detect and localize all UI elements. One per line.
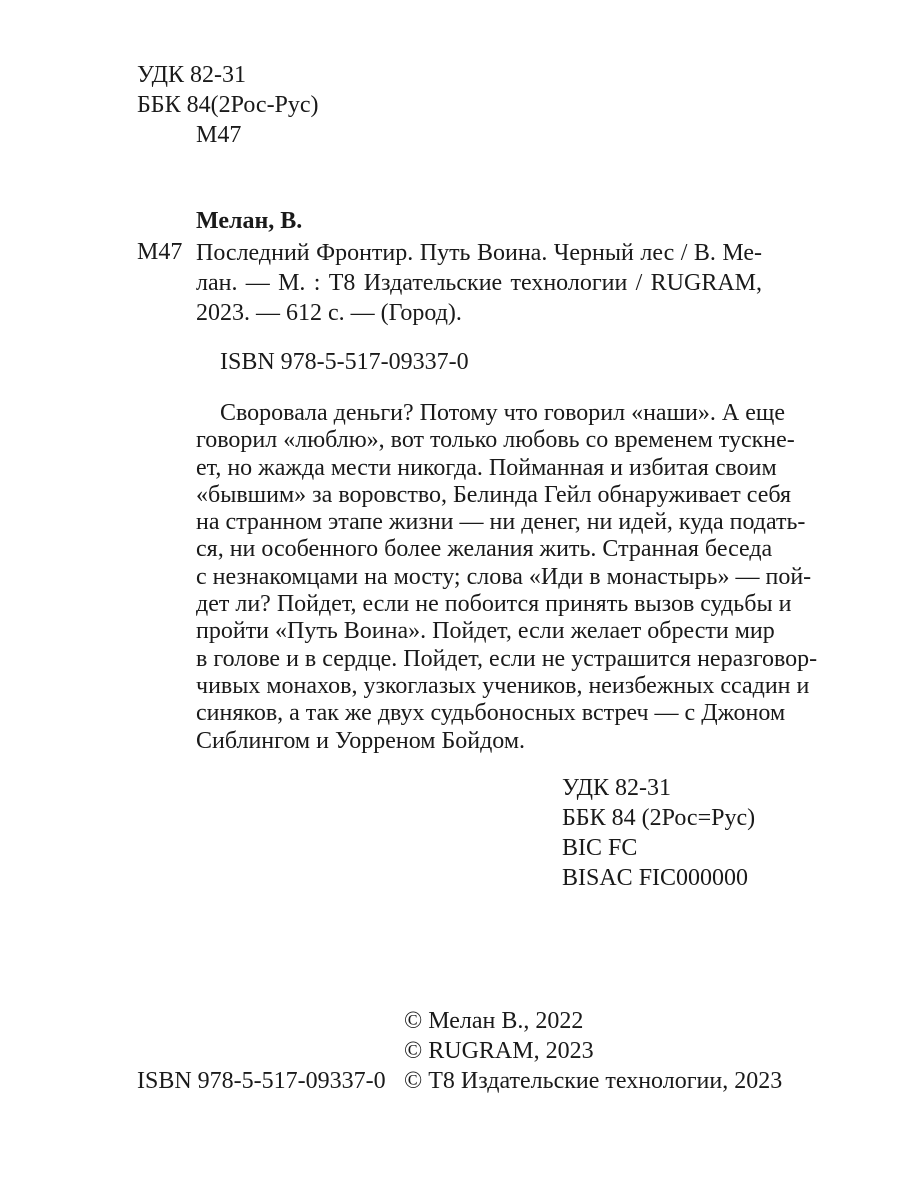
- class-bic: BIC FC: [562, 835, 638, 861]
- annotation-line: синяков, а так же двух судьбоносных встреч — с Джоном: [196, 700, 786, 727]
- annotation-line: с незнакомцами на мосту; слова «Иди в монастырь» — пой-: [196, 563, 812, 590]
- annotation-line: ет, но жажда мести никогда. Пойманная и избитая своим: [196, 454, 777, 481]
- copyright-line: © RUGRAM, 2023: [404, 1038, 594, 1064]
- annotation-line: ся, ни особенного более желания жить. Странная беседа: [196, 536, 773, 563]
- class-bisac: BISAC FIC000000: [562, 865, 749, 891]
- top-udk: УДК 82-31: [137, 62, 246, 88]
- class-bbk: ББК 84 (2Рос=Рус): [562, 805, 756, 831]
- copyright-line: © Т8 Издательские технологии, 2023: [404, 1068, 783, 1094]
- footer-isbn: ISBN 978-5-517-09337-0: [137, 1068, 386, 1094]
- annotation-line: «бывшим» за воровство, Белинда Гейл обнаруживает себя: [196, 481, 792, 508]
- annotation-line: на странном этапе жизни — ни денег, ни идей, куда подать-: [196, 509, 806, 536]
- copyright-line: © Мелан В., 2022: [404, 1008, 584, 1034]
- annotation-line: в голове и в сердце. Пойдет, если не устрашится неразговор-: [196, 645, 818, 672]
- entry-author: Мелан, В.: [196, 208, 303, 234]
- copyrights: [404, 1006, 782, 1096]
- description-line: 2023. — 612 с. — (Город).: [196, 300, 462, 326]
- entry-isbn: ISBN 978-5-517-09337-0: [220, 349, 469, 375]
- annotation-line: дет ли? Пойдет, если не побоится принять вызов судьбы и: [196, 591, 792, 618]
- entry-author-sign: М47: [137, 239, 183, 265]
- classification-codes: [562, 773, 755, 893]
- top-author-sign: М47: [196, 122, 242, 148]
- entry-description: [196, 238, 762, 328]
- annotation-line: Сиблингом и Уорреном Бойдом.: [196, 727, 526, 754]
- top-bbk: ББК 84(2Рос-Рус): [137, 92, 319, 118]
- annotation-line: Своровала деньги? Потому что говорил «наши». А еще: [220, 400, 786, 426]
- annotation-line: пройти «Путь Воина». Пойдет, если желает обрести мир: [196, 618, 775, 645]
- class-udk: УДК 82-31: [562, 775, 671, 801]
- top-codes: [137, 60, 319, 150]
- description-line: Последний Фронтир. Путь Воина. Черный лес / В. Ме-: [196, 240, 762, 266]
- description-line: лан. — М. : Т8 Издательские технологии / RUGRAM,: [196, 270, 762, 296]
- annotation: [196, 400, 818, 755]
- annotation-line: чивых монахов, узкоглазых учеников, неизбежных ссадин и: [196, 672, 810, 699]
- annotation-line: говорил «люблю», вот только любовь со временем тускне-: [196, 427, 795, 454]
